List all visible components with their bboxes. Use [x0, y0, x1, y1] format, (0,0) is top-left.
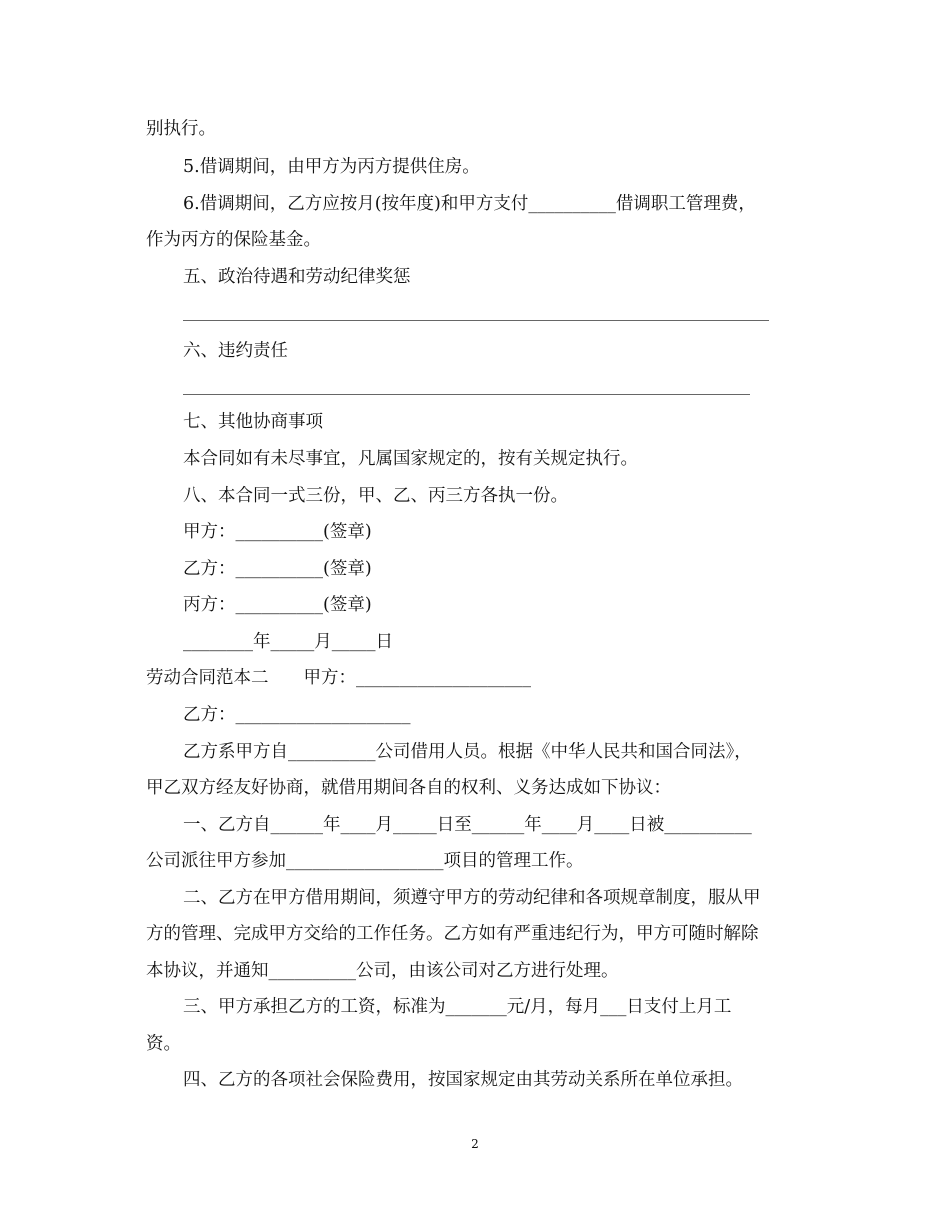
text-line: 八、本合同一式三份，甲、乙、丙三方各执一份。: [183, 486, 568, 506]
blank-rule: [183, 394, 750, 395]
text-line: 甲乙双方经友好协商，就借用期间各自的权利、义务达成如下协议：: [146, 778, 671, 798]
text-line: 一、乙方自______年____月_____日至______年____月____日被__________: [183, 815, 752, 835]
text-line: 方的管理、完成甲方交给的工作任务。乙方如有严重违纪行为，甲方可随时解除: [146, 924, 759, 944]
section-heading: 六、违约责任: [183, 341, 288, 361]
text-line: 本合同如有未尽事宜，凡属国家规定的，按有关规定执行。: [183, 449, 638, 469]
text-line: 本协议，并通知__________公司，由该公司对乙方进行处理。: [146, 961, 619, 981]
signature-line: 乙方：__________(签章): [183, 559, 372, 579]
text-line: 5.借调期间，由甲方为丙方提供住房。: [183, 157, 480, 177]
text-line: 公司派往甲方参加__________________项目的管理工作。: [146, 851, 584, 871]
text-line: 乙方系甲方自__________公司借用人员。根据《中华人民共和国合同法》，: [183, 742, 752, 762]
section-heading: 七、其他协商事项: [183, 412, 323, 432]
text-line: 资。: [146, 1034, 181, 1054]
text-line: 作为丙方的保险基金。: [146, 230, 321, 250]
text-line: 6.借调期间，乙方应按月(按年度)和甲方支付__________借调职工管理费，: [183, 194, 756, 214]
page-number: 2: [471, 1137, 479, 1151]
section-heading: 五、政治待遇和劳动纪律奖惩: [183, 267, 411, 287]
signature-line: 甲方：__________(签章): [183, 522, 372, 542]
text-line: 四、乙方的各项社会保险费用，按国家规定由其劳动关系所在单位承担。: [183, 1070, 743, 1090]
text-line: 乙方：____________________: [183, 705, 411, 725]
text-line: 三、甲方承担乙方的工资，标准为_______元/月，每月___日支付上月工: [183, 997, 732, 1017]
blank-rule: [183, 320, 769, 321]
text-line: 别执行。: [146, 119, 216, 139]
text-line: 二、乙方在甲方借用期间，须遵守甲方的劳动纪律和各项规章制度，服从甲: [183, 888, 761, 908]
date-line: ________年_____月_____日: [183, 632, 393, 652]
signature-line: 丙方：__________(签章): [183, 595, 372, 615]
contract-title-line: 劳动合同范本二 甲方：____________________: [146, 668, 531, 688]
